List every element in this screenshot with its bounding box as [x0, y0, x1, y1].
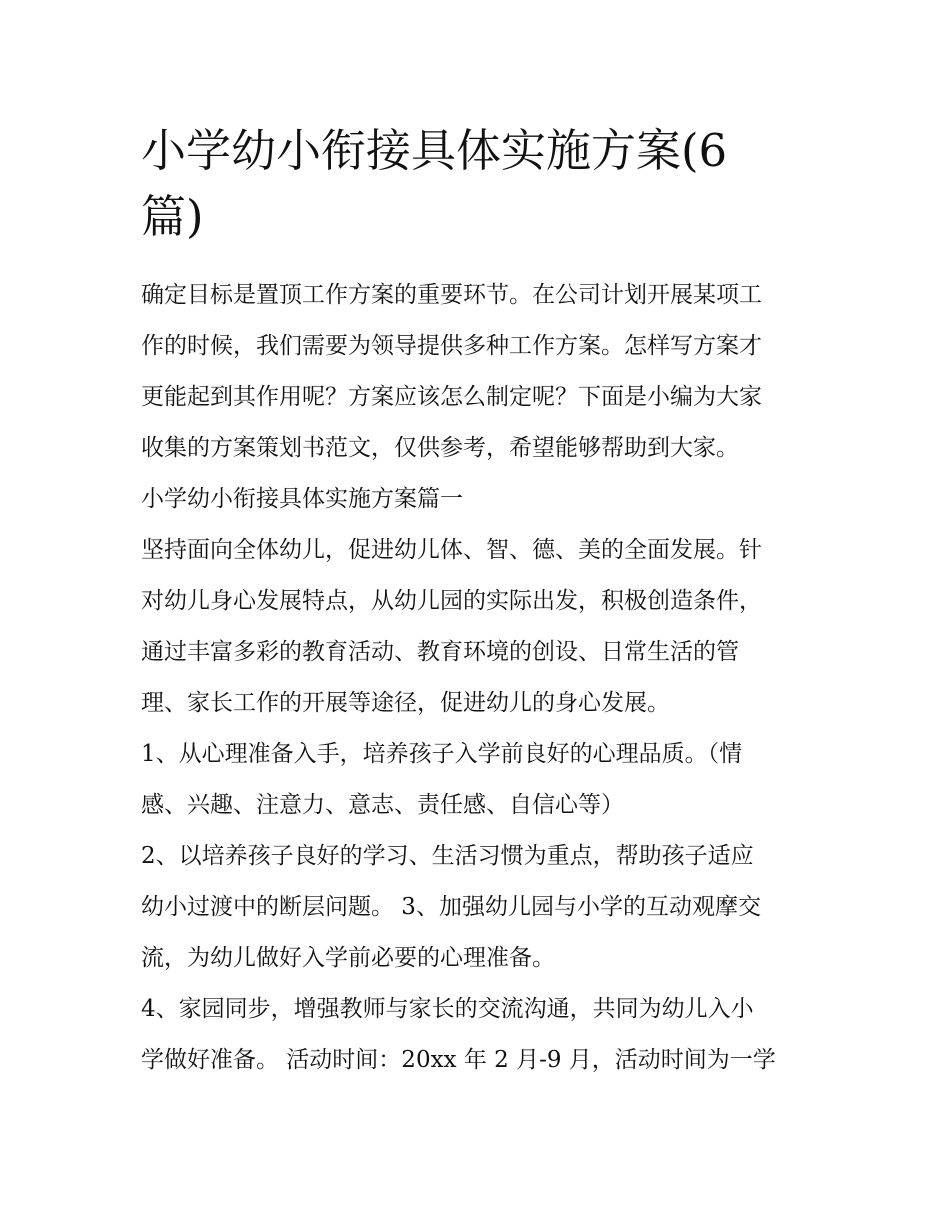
title-line-1: 小学幼小衔接具体实施方案(6: [141, 124, 728, 177]
list-item-3-line: 流，为幼儿做好入学前必要的心理准备。: [141, 945, 555, 971]
list-item-1-line: 感、兴趣、注意力、意志、责任感、自信心等）: [141, 792, 624, 818]
list-item-4-line: 4、家园同步，增强教师与家长的交流沟通，共同为幼儿入小: [141, 996, 754, 1022]
document-title: [141, 118, 821, 250]
document-page: [141, 118, 821, 1086]
intro-line-3: 更能起到其作用呢？方案应该怎么制定呢？下面是小编为大家: [141, 384, 762, 410]
title-line-2: 篇): [141, 190, 204, 243]
list-item-4-line: 学做好准备。 活动时间：20xx 年 2 月-9 月，活动时间为一学: [141, 1047, 776, 1073]
paragraph-line: 对幼儿身心发展特点，从幼儿园的实际出发，积极创造条件，: [141, 588, 762, 614]
paragraph-line: 通过丰富多彩的教育活动、教育环境的创设、日常生活的管: [141, 639, 739, 665]
document-body: [141, 270, 821, 1086]
paragraph-line: 理、家长工作的开展等途径，促进幼儿的身心发展。: [141, 690, 670, 716]
paragraph-line: 坚持面向全体幼儿，促进幼儿体、智、德、美的全面发展。针: [141, 537, 762, 563]
intro-line-1: 确定目标是置顶工作方案的重要环节。在公司计划开展某项工: [141, 282, 762, 308]
intro-line-4: 收集的方案策划书范文，仅供参考，希望能够帮助到大家。: [141, 435, 739, 461]
section-heading: 小学幼小衔接具体实施方案篇一: [141, 486, 463, 512]
intro-line-2: 作的时候，我们需要为领导提供多种工作方案。怎样写方案才: [141, 333, 762, 359]
list-item-2-3-line: 幼小过渡中的断层问题。 3、加强幼儿园与小学的互动观摩交: [141, 894, 761, 920]
list-item-1-line: 1、从心理准备入手，培养孩子入学前良好的心理品质。（情: [141, 741, 743, 767]
list-item-2-line: 2、以培养孩子良好的学习、生活习惯为重点，帮助孩子适应: [141, 843, 754, 869]
